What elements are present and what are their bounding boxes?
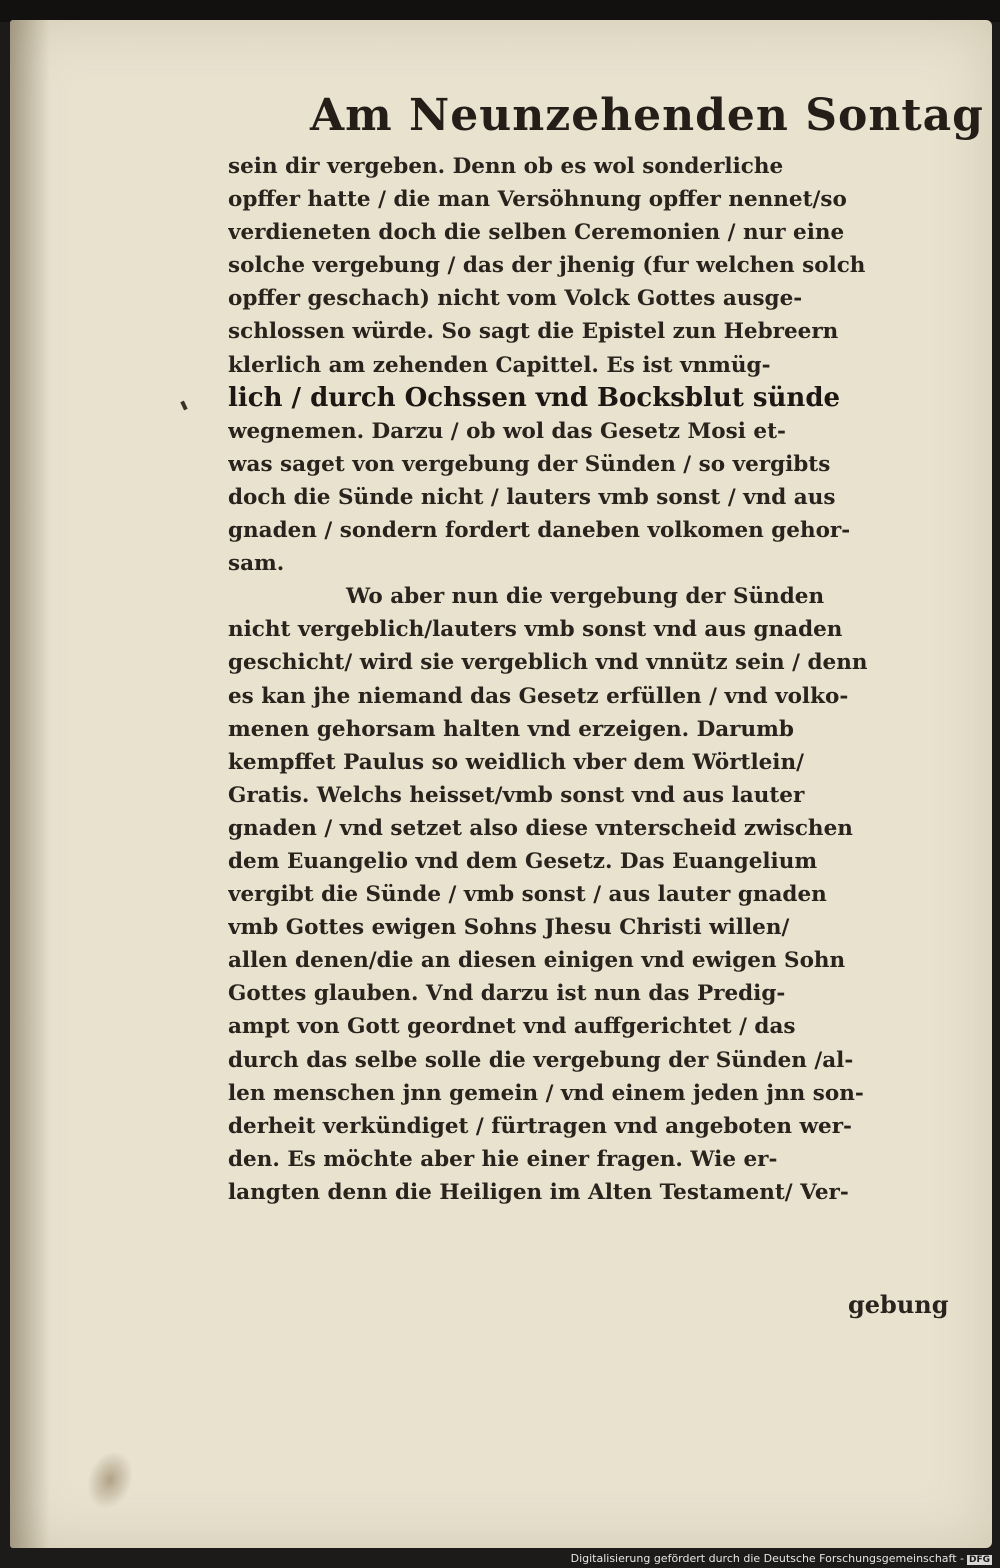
text-line: nicht vergeblich/lauters vmb sonst vnd aus gnaden — [228, 617, 843, 643]
text-line: solche vergebung / das der jhenig (fur welchen solch — [228, 253, 866, 279]
footer-credit — [571, 1552, 992, 1565]
text-line: gnaden / sondern fordert daneben volkomen gehor- — [228, 518, 851, 544]
text-line: sein dir vergeben. Denn ob es wol sonderliche — [228, 154, 784, 179]
body-text — [228, 150, 963, 1209]
text-line: sam. — [228, 551, 285, 577]
text-line: doch die Sünde nicht / lauters vmb sonst / vnd aus — [228, 484, 836, 510]
page-stain — [79, 1444, 141, 1515]
catchword: gebung — [848, 1290, 949, 1319]
text-line: kempffet Paulus so weidlich vber dem Wörtlein/ — [228, 749, 804, 775]
text-line: den. Es möchte aber hie einer fragen. Wie er- — [228, 1146, 778, 1172]
dfg-logo: DFG — [968, 1555, 990, 1565]
text-line: ampt von Gott geordnet vnd auffgerichtet / das — [228, 1014, 796, 1040]
scan-top-edge — [0, 0, 1000, 22]
text-line: Gratis. Welchs heisset/vmb sonst vnd aus lauter — [228, 782, 805, 808]
text-line: wegnemen. Darzu / ob wol das Gesetz Mosi et- — [228, 418, 786, 444]
text-line: dem Euangelio vnd dem Gesetz. Das Euangelium — [228, 848, 818, 874]
text-line: Wo aber nun die vergebung der Sünden — [346, 584, 825, 610]
text-line: gnaden / vnd setzet also diese vnterscheid zwischen — [228, 815, 853, 841]
text-line: verdieneten doch die selben Ceremonien / nur eine — [228, 220, 845, 246]
text-line: durch das selbe solle die vergebung der Sünden /al- — [228, 1047, 854, 1073]
text-line: Gottes glauben. Vnd darzu ist nun das Predig- — [228, 981, 786, 1007]
text-line: vergibt die Sünde / vmb sonst / aus lauter gnaden — [228, 882, 827, 908]
margin-mark — [180, 401, 187, 411]
text-line: opffer hatte / die man Versöhnung opffer nennet/so — [228, 187, 847, 213]
text-line: vmb Gottes ewigen Sohns Jhesu Christi willen/ — [228, 915, 790, 941]
gutter-shadow — [10, 20, 50, 1548]
text-line: menen gehorsam halten vnd erzeigen. Darumb — [228, 716, 794, 742]
text-line: len menschen jnn gemein / vnd einem jeden jnn son- — [228, 1080, 864, 1106]
text-line: klerlich am zehenden Capittel. Es ist vnmüg- — [228, 352, 771, 378]
text-line: es kan jhe niemand das Gesetz erfüllen / vnd volko- — [228, 683, 849, 709]
text-line: opffer geschach) nicht vom Volck Gottes ausge- — [228, 286, 803, 312]
text-line: langten denn die Heiligen im Alten Testament/ Ver- — [228, 1179, 849, 1205]
text-line: lich / durch Ochssen vnd Bocksblut sünde — [228, 382, 841, 413]
text-line: allen denen/die an diesen einigen vnd ewigen Sohn — [228, 948, 846, 974]
footer-credit-text: Digitalisierung gefördert durch die Deutsche Forschungsgemeinschaft - — [570, 1552, 964, 1565]
text-line: was saget von vergebung der Sünden / so vergibts — [228, 451, 831, 477]
text-line: schlossen würde. So sagt die Epistel zun Hebreern — [228, 319, 839, 345]
text-line: geschicht/ wird sie vergeblich vnd vnnütz sein / denn — [228, 650, 868, 676]
running-header: Am Neunzehenden Sontag — [310, 90, 984, 141]
text-line: derheit verkündiget / fürtragen vnd angeboten wer- — [228, 1113, 852, 1139]
